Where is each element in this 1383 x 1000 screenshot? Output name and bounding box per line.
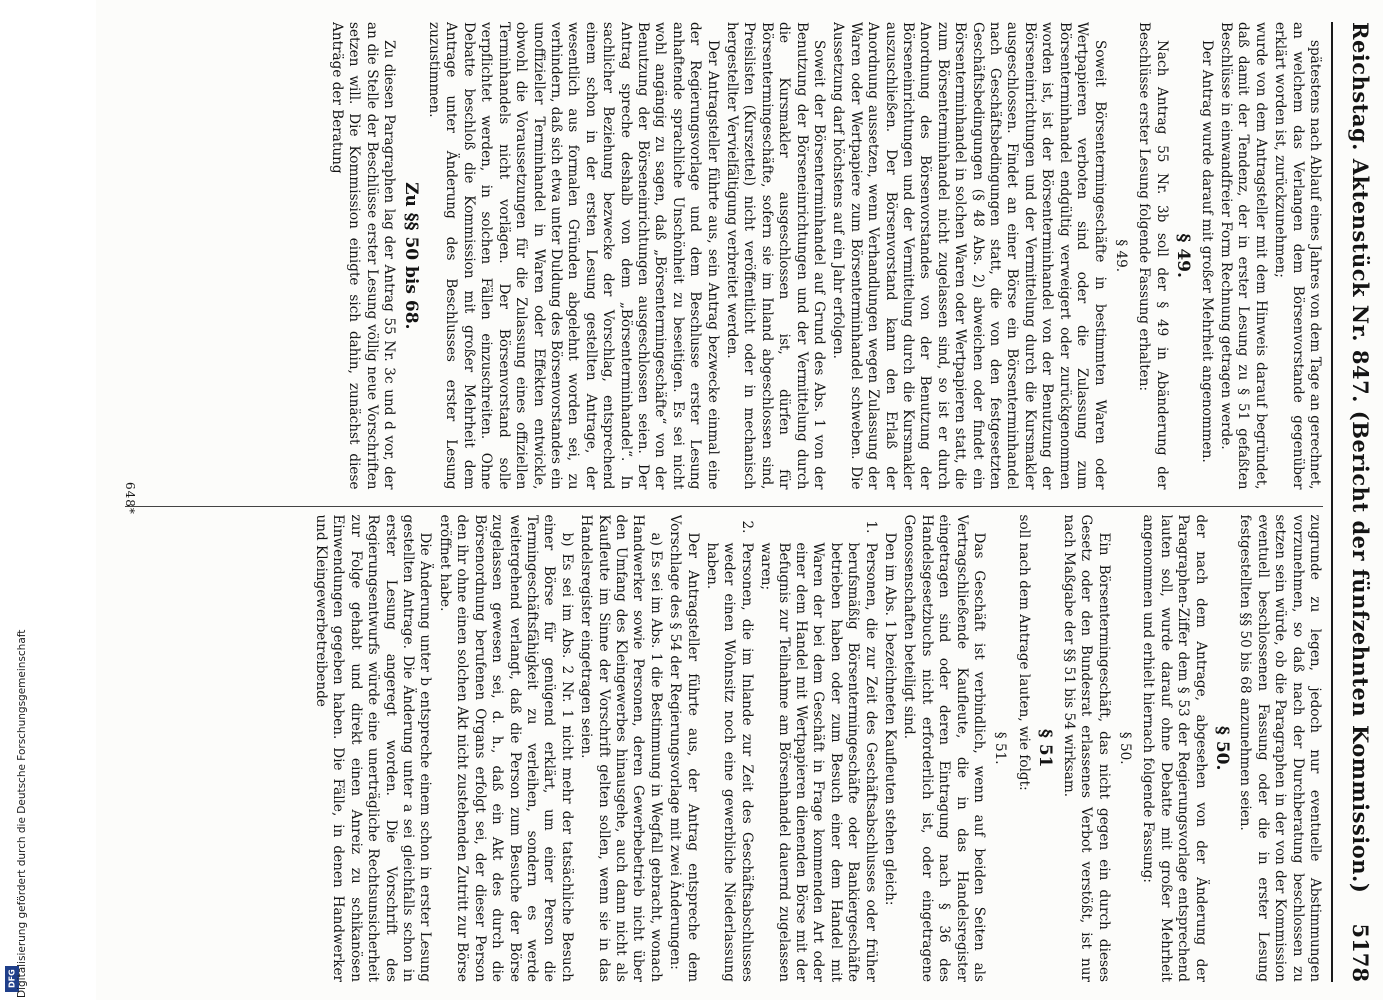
credit-strip: [2, 0, 28, 1000]
paragraph: Den im Abs. 1 bezeichneten Kaufleuten stehen gleich:: [882, 532, 899, 906]
section-heading: Zu §§ 50 bis 68.: [400, 182, 421, 330]
list-item: 2. Personen, die im Inlande zur Zeit des Geschäftsabschlusses weder einen Wohnsitz noch eine gewerbliche Niederlassung haben.: [704, 520, 755, 982]
paragraph: spätestens nach Ablauf eines Jahres von dem Tage an gerechnet, an welchem das Verlangen dem Börsenvorstande gegenüber erklärt worden ist, zurückzunehmen;: [1272, 22, 1323, 490]
section-heading: § 51.: [992, 731, 1009, 765]
dfg-logo-icon: DFG: [5, 966, 19, 992]
running-title: Reichstag. Aktenstück Nr. 847. (Bericht der fünfzehnten Kommission.): [1348, 22, 1373, 894]
paragraph: der nach dem Antrage, abgesehen von der Änderung der Paragraphen-Ziffer dem § 53 der Regierungsvorlage entsprechend lauten soll, wurde darauf ohne Debatte mit großer Mehrheit angenommen und erhielt hiernach folgende Fassung:: [1140, 514, 1209, 982]
column-divider: [125, 506, 1323, 507]
column-right: [125, 515, 1323, 983]
list-item: 1. Personen, die zur Zeit des Geschäftsabschlusses oder früher berufsmäßig Börsentermingeschäfte oder Bankiergeschäfte betrieben haben oder zum Besuch einer dem Handel mit Waren der bei dem Geschäft in Frage kommenden Art oder einer dem Handel mit Wertpapieren dienenden Börse mit der Befugnis zur Teilnahme am Börsenhandel dauernd zugelassen waren;: [758, 520, 879, 982]
section-heading: § 50.: [1211, 726, 1232, 771]
paragraph: Der Antragsteller führte aus, der Antrag entspreche dem Vorschlage des § 54 der Regierungsvorlage mit zwei Änderungen:: [667, 514, 701, 982]
section-heading: § 50.: [1116, 731, 1133, 765]
section-heading: § 51: [1035, 729, 1056, 768]
paragraph: wurde von dem Antragsteller mit dem Hinweis darauf begründet, daß damit der Tendenz, der in erster Lesung zu § 51 gefaßten Beschlüsse in einwandfreier Form Rechnung getragen werde.: [1217, 22, 1269, 490]
paragraph: Der Antragsteller führte aus, sein Antrag bezwecke einmal eine der Regierungsvorlage und dem Beschlusse erster Lesung anhaftende sprachliche Unschönheit zu beseitigen. Es sei nicht wohl angängig zu sagen, daß „Börsentermingeschäfte“ von der Benutzung der Börseneinrichtungen ausgeschlossen seien. Der Antrag spreche deshalb von dem „Börsenterminhandel“. In sachlicher Beziehung bezwecke der Vorschlag, entsprechend einem schon in der ersten Lesung gestellten Antrage, der wesentlich aus formalen Gründen abgelehnt worden sei, zu verhindern, daß sich etwa unter Duldung des Börsenvorstandes ein unoffizieller Terminhandel in Waren oder Effekten entwickle, obwohl die Voraussetzungen für die Zulassung eines offiziellen Terminhandels nicht vorlägen. Der Börsenvorstand solle verpflichtet werden, in solchen Fällen einzuschreiten. Ohne Debatte beschloß die Kommission mit großer Mehrheit dem Antrage unter Änderung des Beschlusses erster Lesung zuzustimmen.: [426, 22, 721, 490]
paragraph: zugrunde zu legen, jedoch nur eventuelle Abstimmungen vorzunehmen, so daß nach der Durchberatung beschlossen zu setzen sein würde, ob die Paragraphen in der von der Kommission eventuell beschlossenen Fassung oder die in erster Lesung festgestellten §§ 50 bis 68 anzunehmen seien.: [1237, 514, 1323, 982]
paragraph: Die Änderung unter b entspreche einem schon in erster Lesung gestellten Antrage. Die Änderung unter a sei gleichfalls schon in erster Lesung angeregt worden. Die Vorschrift des Regierungsentwurfs würde eine unerträgliche Rechtsunsicherheit zur Folge gehabt und direkt einen Anreiz zu schikanösen Einwendungen gegeben haben. Die Fälle, in denen Handwerker und Kleingewerbetreibende: [313, 514, 434, 982]
page-number: 5178: [1348, 923, 1373, 982]
paragraph: Nach Antrag 55 Nr. 3b soll der § 49 in Abänderung der Beschlüsse erster Lesung folgende Fassung erhalten:: [1136, 22, 1170, 490]
digitization-credit: Digitalisierung gefördert durch die Deutsche Forschungsgemeinschaft: [16, 629, 28, 998]
list-item-text: Personen, die im Inlande zur Zeit des Geschäftsabschlusses weder einen Wohnsitz noch eine gewerbliche Niederlassung haben.: [704, 542, 755, 982]
paragraph: Soweit Börsentermingeschäfte in bestimmten Waren oder Wertpapieren verboten sind oder die Zulassung zum Börsenterminhandel endgültig verweigert oder zurückgenommen worden ist, ist der Börsenterminhandel von der Benutzung der Börseneinrichtungen und der Vermittelung durch die Kursmakler ausgeschlossen. Findet an einer Börse ein Börsenterminhandel nach Geschäftsbedingungen statt, die von den festgesetzten Geschäftsbedingungen (§ 48 Abs. 2) abweichen oder findet ein Börsenterminhandel in solchen Waren oder Wertpapieren statt, die zum Börsenterminhandel nicht zugelassen sind, so ist er durch Anordnung des Börsenvorstandes von der Benutzung der Börseneinrichtungen und der Vermittelung durch die Kursmakler auszuschließen. Der Börsenvorstand kann den Erlaß der Anordnung aussetzen, wenn Verhandlungen wegen Zulassung der Waren oder Wertpapiere zum Börsenterminhandel schweben. Die Aussetzung darf höchstens auf ein Jahr erfolgen.: [830, 22, 1108, 490]
section-heading: § 49.: [1173, 233, 1194, 278]
page-header: [1331, 22, 1373, 982]
column-left: [125, 22, 1323, 490]
list-item-text: Personen, die zur Zeit des Geschäftsabschlusses oder früher berufsmäßig Börsentermingeschäfte oder Bankiergeschäfte betrieben haben oder zum Besuch einer dem Handel mit Waren der bei dem Geschäft in Frage kommenden Art oder einer dem Handel mit Wertpapieren dienenden Börse mit der Befugnis zur Teilnahme am Börsenhandel dauernd zugelassen waren;: [758, 542, 879, 982]
paragraph: a) Es sei im Abs. 1 die Bestimmung in Wegfall gebracht, wonach Handwerker sowie Personen, deren Gewerbebetrieb nicht über den Umfang des Kleingewerbes hinausgehe, auch dann nicht als Kaufleute im Sinne der Vorschrift gelten sollen, wenn sie in das Handelsregister eingetragen seien.: [578, 514, 664, 982]
document-page: [96, 0, 1383, 1000]
paragraph: soll nach dem Antrage lauten, wie folgt:: [1015, 514, 1032, 791]
paragraph: Der Antrag wurde darauf mit großer Mehrheit angenommen.: [1198, 40, 1215, 463]
paragraph: Ein Börsentermingeschäft, das nicht gegen ein durch dieses Gesetz oder den Bundesrat erlassenes Verbot verstößt, ist nur nach Maßgabe der §§ 51 bis 54 wirksam.: [1060, 514, 1112, 982]
paragraph: Soweit der Börsenterminhandel auf Grund des Abs. 1 von der Benutzung der Börseneinrichtungen und der Vermittelung durch die Kursmakler ausgeschlossen ist, dürfen für Börsentermingeschäfte, sofern sie im Inland abgeschlossen sind, Preislisten (Kurszettel) nicht veröffentlicht oder in mechanisch hergestellter Vervielfältigung verbreitet werden.: [724, 22, 828, 490]
paragraph: Das Geschäft ist verbindlich, wenn auf beiden Seiten als Vertragschließende Kaufleute, die in das Handelsregister eingetragen sind oder deren Eintragung nach § 36 des Handelsgesetzbuchs nicht erforderlich ist, oder eingetragene Genossenschaften beteiligt sind.: [901, 514, 988, 982]
paragraph: b) Es sei im Abs. 2 Nr. 1 nicht mehr der tatsächliche Besuch einer Börse für genügend erklärt, um einer Person die Termingeschäftsfähigkeit zu verleihen, sondern es werde weitergehend verlangt, daß die Person zum Besuche der Börse zugelassen gewesen sei, d. h., daß ein Akt des durch die Börsenordnung berufenen Organs erfolgt sei, der dieser Person den ihr ohne einen solchen Akt nicht zustehenden Zutritt zur Börse eröffnet habe.: [436, 514, 575, 982]
sheet-number: 648*: [123, 482, 137, 515]
paragraph: Zu diesen Paragraphen lag der Antrag 55 Nr. 3c und d vor, der an die Stelle der Beschlüsse erster Lesung völlig neue Vorschriften setzen will. Die Kommission einigte sich dahin, zunächst diese Anträge der Beratung: [329, 22, 398, 490]
section-heading: § 49.: [1112, 239, 1129, 273]
text-columns: [125, 22, 1323, 982]
